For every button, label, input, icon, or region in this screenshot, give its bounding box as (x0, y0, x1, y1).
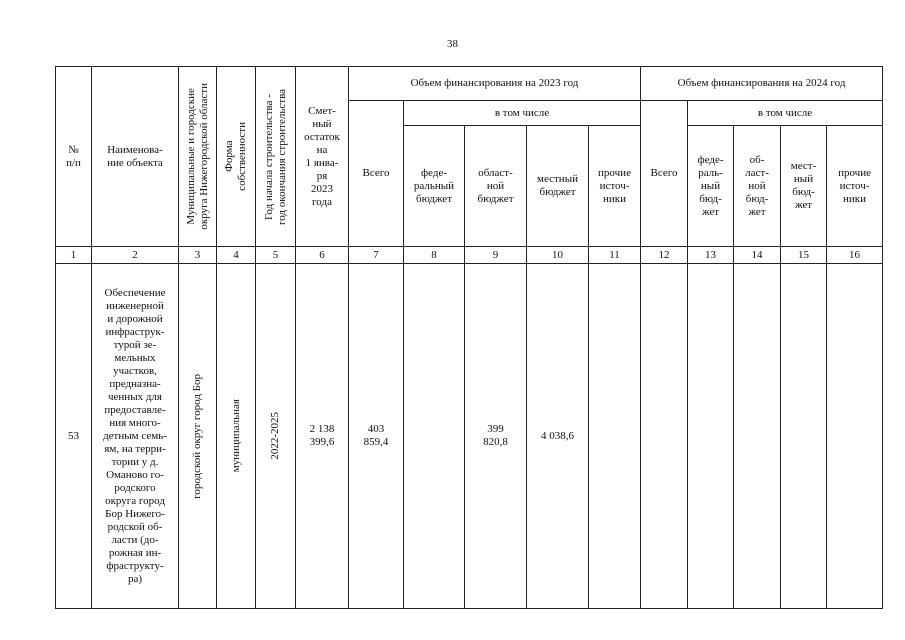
header-years-text: Год начала строительства - год окончания строительства (262, 88, 288, 225)
row-years-text: 2022-2025 (269, 412, 281, 460)
header-ownership-text: Форма собственности (223, 122, 248, 191)
row-regional-2023: 399 820,8 (465, 264, 527, 609)
row-total-2023: 403 859,4 (349, 264, 404, 609)
row-regional-2024 (734, 264, 781, 609)
column-number: 3 (179, 247, 217, 264)
row-other-2023 (589, 264, 641, 609)
column-number: 5 (256, 247, 296, 264)
header-municipality (179, 67, 217, 247)
row-local-2024 (781, 264, 827, 609)
header-group-2023: Объем финансирования на 2023 год (349, 67, 641, 101)
row-other-2024 (827, 264, 883, 609)
column-number: 16 (827, 247, 883, 264)
column-number: 15 (781, 247, 827, 264)
header-including-2023: в том числе (404, 101, 641, 126)
header-including-2024: в том числе (688, 101, 883, 126)
column-number: 11 (589, 247, 641, 264)
row-object-name: Обеспечение инженерной и дорожной инфраструк- турой зе- мельных участков, предназна- ченных для предоставле- ния много- детным семь- ям, на терри- тории у д. Оманово го- родского округа город Бор Нижего- родской об- ласти (до- рожная ин- фраструкту- ра) (92, 264, 179, 609)
header-total-2024: Всего (641, 101, 688, 247)
row-years (256, 264, 296, 609)
column-number: 4 (217, 247, 256, 264)
row-ownership-text: муниципальная (229, 399, 242, 473)
header-num: № п/п (56, 67, 92, 247)
row-municipality-text: городской округ город Бор (191, 373, 203, 499)
header-ownership (217, 67, 256, 247)
table-row (56, 264, 883, 609)
row-municipality (179, 264, 217, 609)
header-group-2024: Объем финансирования на 2024 год (641, 67, 883, 101)
column-number-row (56, 247, 883, 264)
column-number: 6 (296, 247, 349, 264)
column-number: 1 (56, 247, 92, 264)
header-estimate: Смет- ный остаток на 1 янва- ря 2023 года (296, 67, 349, 247)
page-number: 38 (447, 38, 458, 50)
column-number: 10 (527, 247, 589, 264)
header-other-2024: прочие источ- ники (827, 126, 883, 247)
column-number: 13 (688, 247, 734, 264)
row-num: 53 (56, 264, 92, 609)
row-total-2024 (641, 264, 688, 609)
row-estimate: 2 138 399,6 (296, 264, 349, 609)
column-number: 7 (349, 247, 404, 264)
header-regional-2024: об- ласт- ной бюд- жет (734, 126, 781, 247)
header-total-2023: Всего (349, 101, 404, 247)
row-local-2023: 4 038,6 (527, 264, 589, 609)
header-local-2023: местный бюджет (527, 126, 589, 247)
row-federal-2023 (404, 264, 465, 609)
row-federal-2024 (688, 264, 734, 609)
header-regional-2023: област- ной бюджет (465, 126, 527, 247)
financing-table (55, 66, 883, 609)
header-row-1 (56, 67, 883, 101)
row-ownership (217, 264, 256, 609)
header-federal-2023: феде- ральный бюджет (404, 126, 465, 247)
header-municipality-text: Муниципальные и городские округа Нижегородской области (184, 83, 210, 230)
column-number: 2 (92, 247, 179, 264)
header-other-2023: прочие источ- ники (589, 126, 641, 247)
column-number: 9 (465, 247, 527, 264)
header-federal-2024: феде- раль- ный бюд- жет (688, 126, 734, 247)
column-number: 8 (404, 247, 465, 264)
column-number: 14 (734, 247, 781, 264)
header-local-2024: мест- ный бюд- жет (781, 126, 827, 247)
header-name: Наименова- ние объекта (92, 67, 179, 247)
column-number: 12 (641, 247, 688, 264)
header-years (256, 67, 296, 247)
